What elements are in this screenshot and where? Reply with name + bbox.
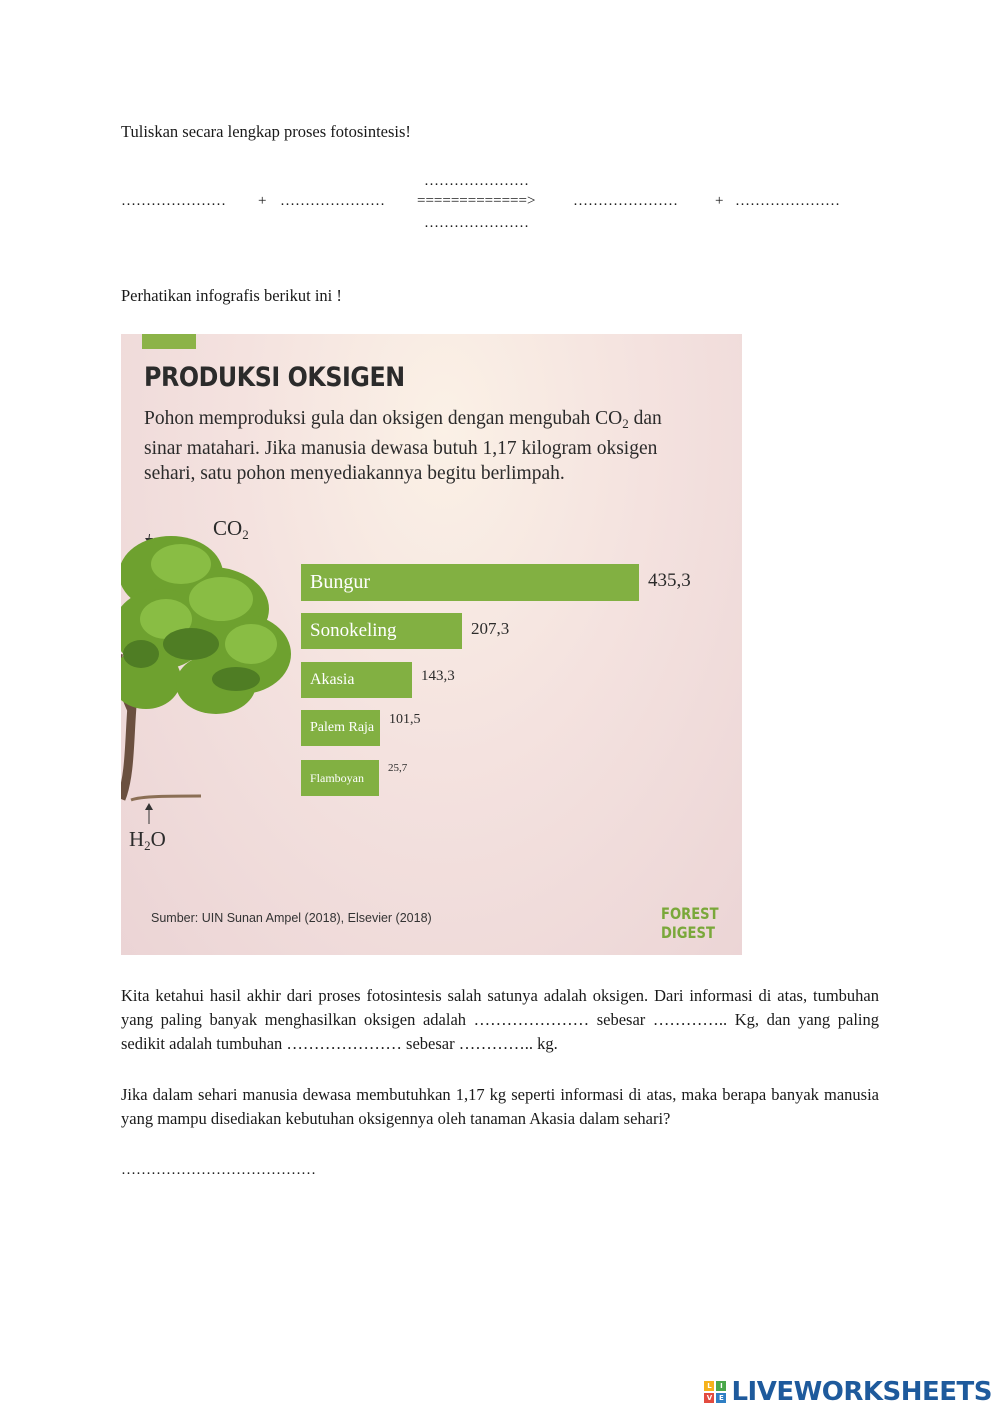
eq-blank-top[interactable]: ………………… <box>424 173 529 189</box>
desc-line-2: sinar matahari. Jika manusia dewasa butuh 1,17 kilogram oksigen <box>144 438 658 459</box>
q3-answer-line[interactable]: ………………………………… <box>121 1162 316 1178</box>
q3-text: Jika dalam sehari manusia dewasa membutuhkan 1,17 kg seperti informasi di atas, maka berapa banyak manusia yang mampu disediakan kebutuhan oksigennya oleh tanaman Akasia dalam sehari? <box>121 1085 879 1128</box>
desc-line-1: Pohon memproduksi gula dan oksigen dengan mengubah CO <box>144 408 623 429</box>
eq-blank-reactant-1[interactable]: ………………… <box>121 193 226 209</box>
bar-sonokeling: Sonokeling <box>301 613 462 649</box>
bar-bungur: Bungur <box>301 564 639 601</box>
q1-prompt: Tuliskan secara lengkap proses fotosintesis! <box>121 122 411 141</box>
brand-wordmark: LIVEWORKSHEETS <box>731 1377 992 1407</box>
value-label-sonokeling: 207,3 <box>471 619 510 638</box>
infographic-description <box>144 406 724 486</box>
desc-line-3: sehari, satu pohon menyediakannya begitu berlimpah. <box>144 463 565 484</box>
tree-illustration <box>121 534 321 834</box>
bar-akasia: Akasia <box>301 662 412 698</box>
brand-logo-icon: L I V E <box>704 1381 726 1403</box>
co2-label: $CO_2$ <box>213 516 249 542</box>
eq-arrow: =============> <box>417 193 536 209</box>
q2-text: Kita ketahui hasil akhir dari proses fotosintesis salah satunya adalah oksigen. Dari informasi di atas, tumbuhan yang paling banyak menghasilkan oksigen adalah ………………… sebesar ………….. Kg, dan yang paling sedikit adalah tumbuhan ………………… sebesar ………….. kg. <box>121 986 879 1053</box>
source-credit: Sumber: UIN Sunan Ampel (2018), Elsevier (2018) <box>151 911 432 925</box>
value-label-palem-raja: 101,5 <box>389 712 421 727</box>
eq-blank-product-2[interactable]: ………………… <box>735 193 840 209</box>
forest-digest-logo: FOREST DIGEST <box>661 904 719 942</box>
desc-co2-subscript: 2 <box>622 416 629 431</box>
infographic-intro: Perhatikan infografis berikut ini ! <box>121 286 342 305</box>
desc-line-1-end: dan <box>628 408 662 429</box>
bar-flamboyan: Flamboyan <box>301 760 379 796</box>
eq-plus-2: + <box>715 193 724 209</box>
title-accent-tab <box>142 334 196 349</box>
value-label-flamboyan: 25,7 <box>388 762 408 774</box>
eq-blank-reactant-2[interactable]: ………………… <box>280 193 385 209</box>
eq-blank-product-1[interactable]: ………………… <box>573 193 678 209</box>
eq-blank-bottom[interactable]: ………………… <box>424 215 529 231</box>
bar-palem-raja: Palem Raja <box>301 710 380 746</box>
value-label-akasia: 143,3 <box>421 668 455 684</box>
infographic-title: PRODUKSI OKSIGEN <box>144 362 405 393</box>
value-label-bungur: 435,3 <box>648 570 691 591</box>
infographic-oxygen-production <box>121 334 742 955</box>
h2o-label: $H_2O$ <box>129 827 166 853</box>
eq-plus-1: + <box>258 193 267 209</box>
liveworksheets-brand <box>704 1377 992 1407</box>
